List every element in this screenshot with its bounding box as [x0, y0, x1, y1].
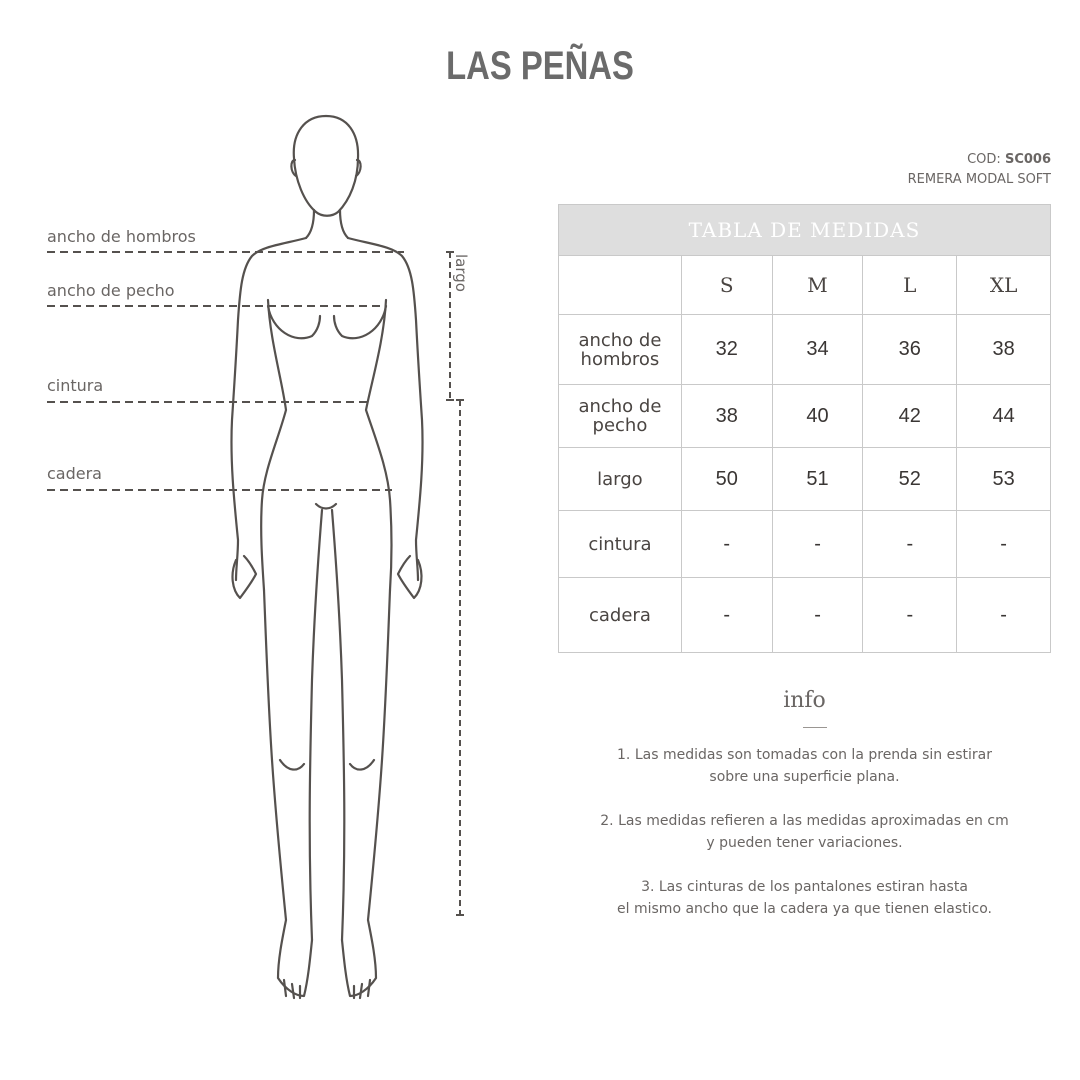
- label-chest: ancho de pecho: [47, 281, 175, 300]
- table-row: [559, 511, 1051, 578]
- table-cell: 42: [863, 385, 957, 448]
- table-cell: -: [863, 511, 957, 578]
- label-waist: cintura: [47, 376, 104, 395]
- table-cell: -: [772, 578, 863, 653]
- row-label: [559, 385, 682, 448]
- size-table-title: TABLA DE MEDIDAS: [559, 205, 1051, 256]
- table-cell: -: [772, 511, 863, 578]
- table-cell: -: [957, 578, 1051, 653]
- note-line: 1. Las medidas son tomadas con la prenda sin estirar: [617, 747, 992, 763]
- row-label: cadera: [559, 578, 682, 653]
- table-row: [559, 448, 1051, 511]
- info-note-2: [558, 810, 1051, 854]
- product-code-label: COD:: [967, 152, 1001, 167]
- info-title: info: [783, 688, 826, 713]
- brand-title: LAS PEÑAS: [446, 44, 634, 88]
- label-shoulders: ancho de hombros: [47, 227, 196, 246]
- table-row: [559, 578, 1051, 653]
- product-code-value: SC006: [1004, 152, 1051, 167]
- size-header-m: M: [772, 256, 863, 315]
- label-length: largo: [452, 254, 470, 292]
- table-cell: 53: [957, 448, 1051, 511]
- size-header-s: S: [681, 256, 772, 315]
- info-divider: [803, 727, 827, 728]
- table-cell: 40: [772, 385, 863, 448]
- table-cell: 32: [681, 315, 772, 385]
- info-note-3: [558, 876, 1051, 920]
- table-cell: -: [681, 578, 772, 653]
- product-name: REMERA MODAL SOFT: [907, 172, 1051, 187]
- table-cell: 34: [772, 315, 863, 385]
- info-note-1: [558, 744, 1051, 788]
- note-line: el mismo ancho que la cadera ya que tienen elastico.: [617, 901, 992, 917]
- table-cell: -: [957, 511, 1051, 578]
- table-cell: 44: [957, 385, 1051, 448]
- table-cell: 38: [957, 315, 1051, 385]
- table-cell: -: [863, 578, 957, 653]
- row-label-line: ancho de: [578, 329, 662, 351]
- size-header-xl: XL: [957, 256, 1051, 315]
- product-code: [908, 150, 1051, 170]
- product-info: [908, 150, 1051, 190]
- row-label-line: pecho: [592, 415, 648, 436]
- label-hip: cadera: [47, 464, 102, 483]
- row-label-line: hombros: [580, 348, 660, 370]
- table-cell: 38: [681, 385, 772, 448]
- size-header-row: [559, 256, 1051, 315]
- row-label: [559, 315, 682, 385]
- row-label: largo: [559, 448, 682, 511]
- size-header-l: L: [863, 256, 957, 315]
- row-label-line: ancho de: [578, 396, 662, 417]
- table-cell: -: [681, 511, 772, 578]
- note-line: sobre una superficie plana.: [709, 769, 900, 785]
- table-cell: 50: [681, 448, 772, 511]
- size-header-empty: [559, 256, 682, 315]
- row-label: cintura: [559, 511, 682, 578]
- note-line: 2. Las medidas refieren a las medidas aproximadas en cm: [600, 813, 1009, 829]
- note-line: 3. Las cinturas de los pantalones estiran hasta: [641, 879, 968, 895]
- table-row: [559, 315, 1051, 385]
- table-row: [559, 385, 1051, 448]
- size-table: [558, 204, 1051, 653]
- table-cell: 36: [863, 315, 957, 385]
- note-line: y pueden tener variaciones.: [706, 835, 903, 851]
- table-cell: 52: [863, 448, 957, 511]
- table-cell: 51: [772, 448, 863, 511]
